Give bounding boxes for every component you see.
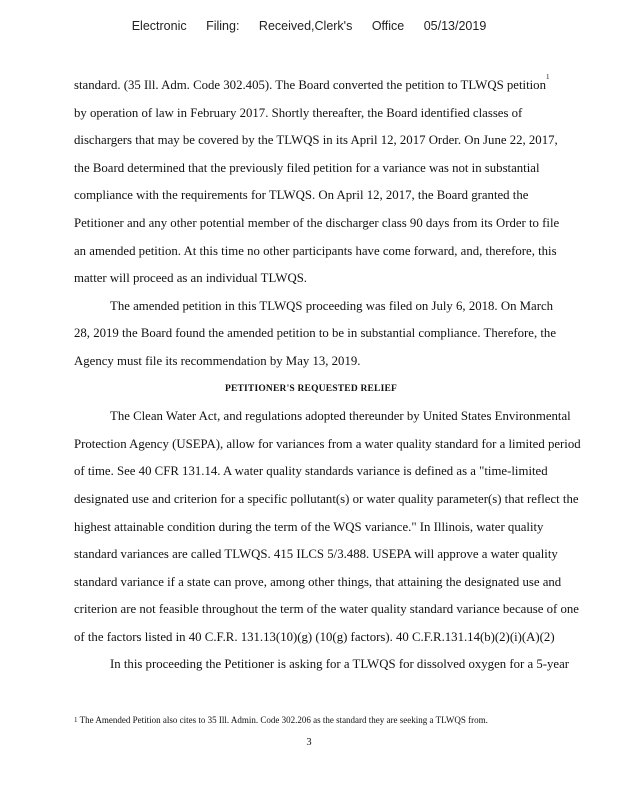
- header-word: Clerk's: [314, 19, 353, 33]
- text-line: standard variances are called TLWQS. 415 ILCS 5/3.488. USEPA will approve a water quality: [74, 547, 558, 562]
- header-date: 05/13/2019: [423, 19, 487, 33]
- header-word: Filing:: [206, 19, 240, 33]
- text-line: matter will proceed as an individual TLWQS.: [74, 271, 308, 286]
- header-word: Received,: [258, 19, 315, 33]
- text-line: criterion are not feasible throughout the term of the water quality standard variance because of one: [74, 602, 579, 617]
- footnote: [74, 715, 604, 725]
- text-line: of the factors listed in 40 C.F.R. 131.13(10)(g) (10(g) factors). 40 C.F.R.131.14(b)(2)(i)(A)(2): [74, 629, 555, 644]
- text-line: Petitioner and any other potential member of the discharger class 90 days from its Order to file: [74, 215, 560, 230]
- filing-stamp-header: [0, 19, 618, 33]
- header-word: Electronic: [131, 19, 187, 33]
- footnote-text: The Amended Petition also cites to 35 Ill. Admin. Code 302.206 as the standard they are seeking a TLWQS from.: [79, 715, 488, 725]
- text-line: compliance with the requirements for TLWQS. On April 12, 2017, the Board granted the: [74, 188, 529, 203]
- document-body: [74, 72, 604, 679]
- text-line: by operation of law in February 2017. Shortly thereafter, the Board identified classes of: [74, 105, 523, 120]
- text-line: The amended petition in this TLWQS proceeding was filed on July 6, 2018. On March: [110, 298, 554, 313]
- section-heading: PETITIONER'S REQUESTED RELIEF: [224, 383, 398, 394]
- text-line: In this proceeding the Petitioner is asking for a TLWQS for dissolved oxygen for a 5-year: [110, 657, 570, 672]
- text-line: highest attainable condition during the term of the WQS variance." In Illinois, water quality: [74, 519, 544, 534]
- text-line: of time. See 40 CFR 131.14. A water quality standards variance is defined as a "time-limited: [74, 464, 548, 479]
- text-line: an amended petition. At this time no other participants have come forward, and, therefore, this: [74, 243, 557, 258]
- text-line: Agency must file its recommendation by May 13, 2019.: [74, 353, 361, 368]
- text-line: The Clean Water Act, and regulations adopted thereunder by United States Environmental: [110, 409, 571, 424]
- footnote-reference[interactable]: 1: [545, 73, 550, 81]
- footnote-marker: 1: [74, 716, 78, 724]
- text-line: dischargers that may be covered by the TLWQS in its April 12, 2017 Order. On June 22, 2017,: [74, 133, 558, 148]
- text-line: 28, 2019 the Board found the amended petition to be in substantial compliance. Therefore, the: [74, 326, 557, 341]
- text-line: designated use and criterion for a specific pollutant(s) or water quality parameter(s) that reflect the: [74, 491, 579, 506]
- text-line: the Board determined that the previously filed petition for a variance was not in substantial: [74, 160, 540, 175]
- page-number: 3: [306, 737, 312, 748]
- header-word: Office: [371, 19, 405, 33]
- text-line: standard variance if a state can prove, among other things, that attaining the designated use and: [74, 574, 562, 589]
- text-line: Protection Agency (USEPA), allow for variances from a water quality standard for a limited period: [74, 436, 581, 451]
- text-line: standard. (35 Ill. Adm. Code 302.405). The Board converted the petition to TLWQS petition$^1$: [74, 73, 550, 92]
